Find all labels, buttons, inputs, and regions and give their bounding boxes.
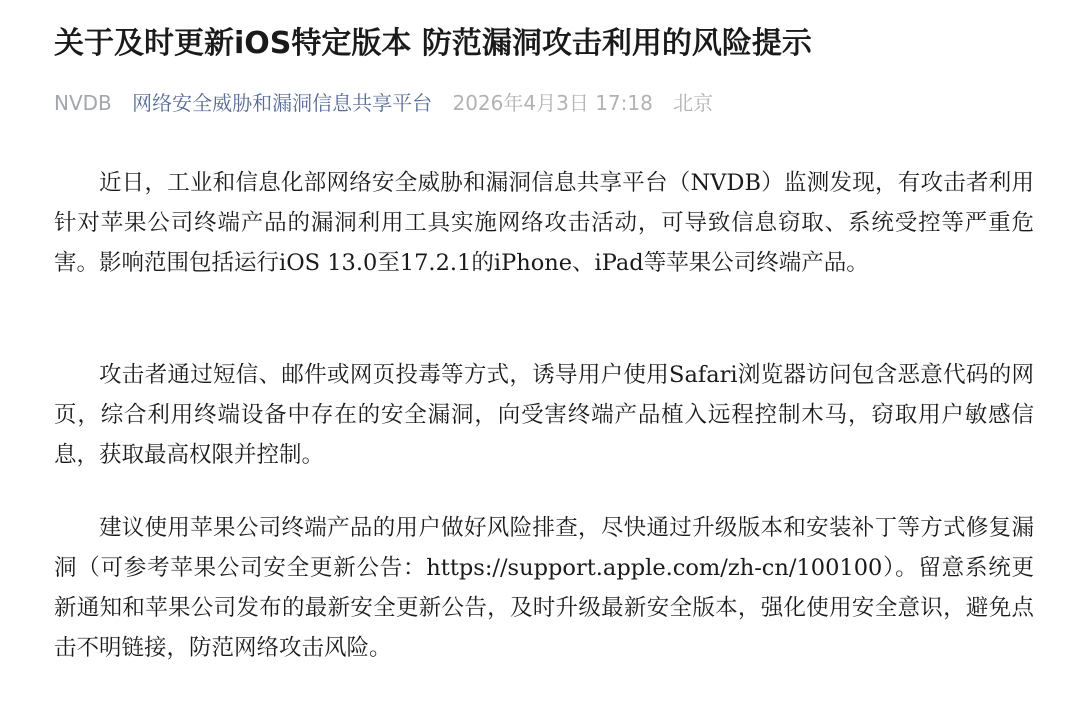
account-name-link[interactable]: 网络安全威胁和漏洞信息共享平台 <box>132 91 433 115</box>
article-paragraph: 攻击者通过短信、邮件或网页投毒等方式，诱导用户使用Safari浏览器访问包含恶意代码的网页，综合利用终端设备中存在的安全漏洞，向受害终端产品植入远程控制木马，窃取用户敏感信息，获取最高权限并控制。 <box>54 362 1034 468</box>
article-title: 关于及时更新iOS特定版本 防范漏洞攻击利用的风险提示 <box>54 26 812 61</box>
article-source: NVDB <box>54 91 112 115</box>
article-paragraph: 建议使用苹果公司终端产品的用户做好风险排查，尽快通过升级版本和安装补丁等方式修复漏洞（可参考苹果公司安全更新公告：https://support.apple.com/zh-cn/100100）。留意系统更新通知和苹果公司发布的最新安全更新公告，及时升级最新安全版本，强化使用安全意识，避免点击不明链接，防范网络攻击风险。 <box>54 515 1034 661</box>
article-meta <box>54 86 727 120</box>
article-paragraph: 近日，工业和信息化部网络安全威胁和漏洞信息共享平台（NVDB）监测发现，有攻击者利用针对苹果公司终端产品的漏洞利用工具实施网络攻击活动，可导致信息窃取、系统受控等严重危害。影响范围包括运行iOS 13.0至17.2.1的iPhone、iPad等苹果公司终端产品。 <box>54 170 1034 276</box>
publish-datetime: 2026年4月3日 17:18 <box>452 91 653 115</box>
publish-location: 北京 <box>673 91 714 115</box>
